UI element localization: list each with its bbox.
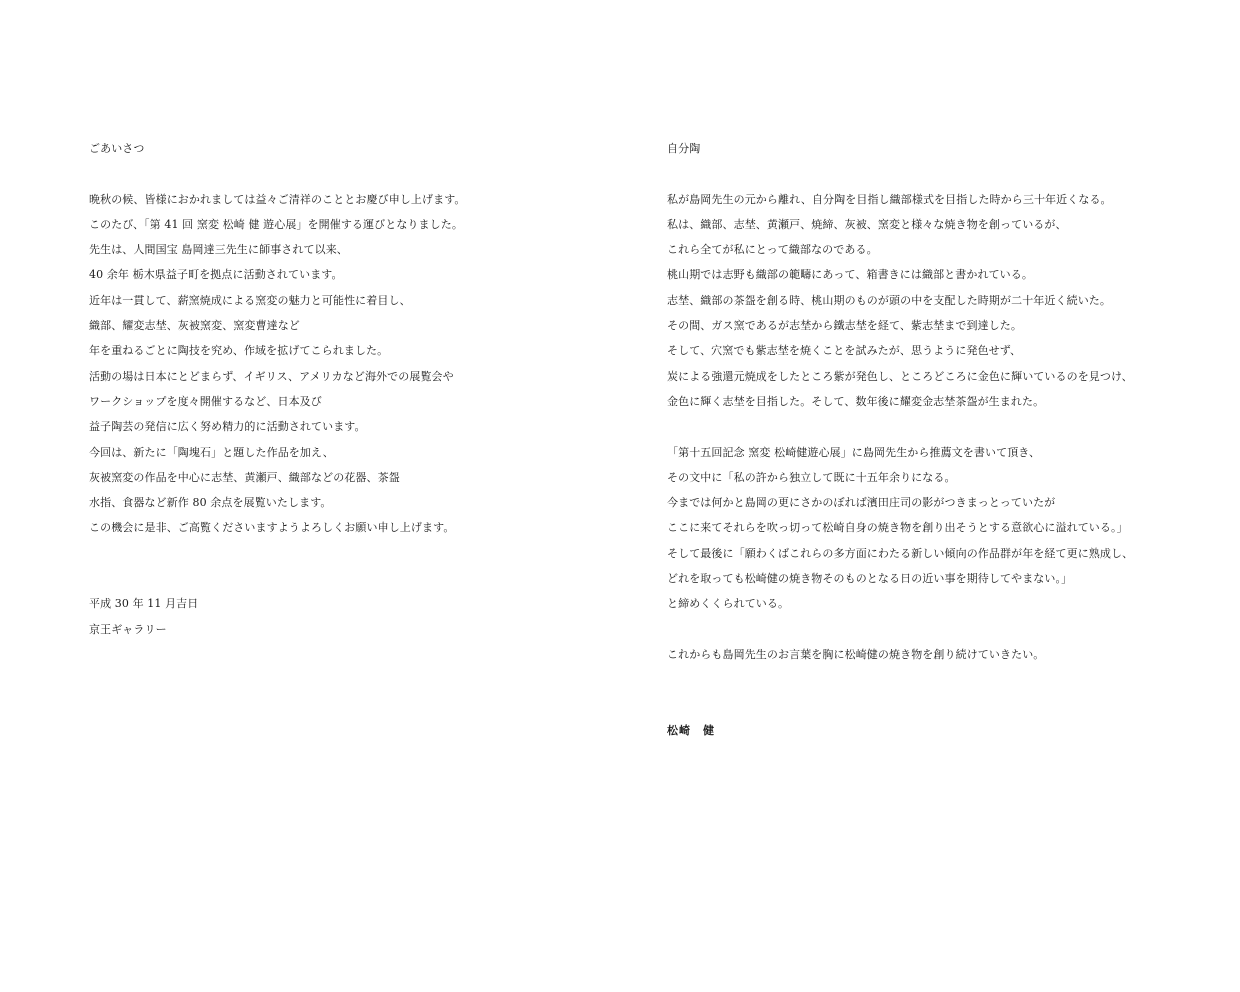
- spacer: [89, 545, 629, 570]
- greeting-column: [89, 140, 629, 646]
- greeting-line: この機会に是非、ご高覧くださいますようよろしくお願い申し上げます。: [89, 521, 455, 535]
- essay-line: と締めくくられている。: [667, 597, 790, 611]
- greeting-line: 水指、食器など新作 80 余点を展覧いたします。: [89, 496, 332, 510]
- author-signature: 松崎 健: [667, 723, 715, 737]
- greeting-line: 近年は一貫して、薪窯焼成による窯変の魅力と可能性に着目し、: [89, 293, 411, 307]
- essay-line: 金色に輝く志埜を目指した。そして、数年後に耀変金志埜茶盌が生まれた。: [667, 394, 1045, 408]
- spacer: [667, 697, 1227, 722]
- greeting-line: 織部、耀変志埜、灰被窯変、窯変曹達など: [89, 319, 300, 333]
- essay-line: その間、ガス窯であるが志埜から鐵志埜を経て、紫志埜まで到達した。: [667, 319, 1022, 333]
- greeting-body: [89, 191, 629, 545]
- spacer: [89, 165, 629, 190]
- spacer: [667, 621, 1227, 646]
- essay-line: 「第十五回記念 窯変 松崎健遊心展」に島岡先生から推薦文を書いて頂き、: [667, 445, 1041, 459]
- greeting-line: ワークショップを度々開催するなど、日本及び: [89, 394, 322, 408]
- essay-line: そして、穴窯でも紫志埜を焼くことを試みたが、思うように発色せず、: [667, 344, 1022, 358]
- greeting-date: 平成 30 年 11 月吉日: [89, 597, 199, 611]
- essay-line: これら全てが私にとって織部なのである。: [667, 243, 878, 257]
- greeting-line: 活動の場は日本にとどまらず、イギリス、アメリカなど海外での展覧会や: [89, 369, 454, 383]
- essay-line: その文中に「私の許から独立して既に十五年余りになる。: [667, 470, 956, 484]
- essay-paragraph-1: [667, 191, 1227, 419]
- greeting-line: 先生は、人間国宝 島岡達三先生に師事されて以来、: [89, 243, 348, 257]
- essay-paragraph-3: [667, 646, 1227, 671]
- greeting-line: 今回は、新たに「陶塊石」と題した作品を加え、: [89, 445, 334, 459]
- essay-line: どれを取っても松崎健の焼き物そのものとなる日の近い事を期待してやまない。」: [667, 572, 1073, 586]
- spacer: [667, 671, 1227, 696]
- spacer: [667, 418, 1227, 443]
- essay-line: 私が島岡先生の元から離れ、自分陶を目指し織部様式を目指した時から三十年近くなる。: [667, 192, 1112, 206]
- greeting-line: 晩秋の候、皆様におかれましては益々ご清祥のこととお慶び申し上げます。: [89, 192, 466, 206]
- greeting-line: 年を重ねるごとに陶技を究め、作域を拡げてこられました。: [89, 344, 389, 358]
- essay-line: 炭による強還元焼成をしたところ紫が発色し、ところどころに金色に輝いているのを見つけ、: [667, 369, 1133, 383]
- essay-line: 桃山期では志野も織部の範疇にあって、箱書きには織部と書かれている。: [667, 268, 1033, 282]
- essay-line: ここに来てそれらを吹っ切って松崎自身の焼き物を創り出そうとする意欲心に溢れている。」: [667, 521, 1128, 535]
- greeting-line: 益子陶芸の発信に広く努め精力的に活動されています。: [89, 420, 366, 434]
- essay-line: これからも島岡先生のお言葉を胸に松崎健の焼き物を創り続けていきたい。: [667, 647, 1045, 661]
- spacer: [667, 165, 1227, 190]
- essay-line: 今までは何かと島岡の更にさかのぼれば濱田庄司の影がつきまっとっていたが: [667, 496, 1056, 510]
- essay-line: 志埜、織部の茶盌を創る時、桃山期のものが頭の中を支配した時期が二十年近く続いた。: [667, 293, 1111, 307]
- essay-column: [667, 140, 1227, 747]
- greeting-heading: ごあいさつ: [89, 142, 145, 155]
- essay-heading: 自分陶: [667, 142, 701, 155]
- essay-paragraph-2: [667, 444, 1227, 621]
- greeting-line: このたび、「第 41 回 窯変 松崎 健 遊心展」を開催する運びとなりました。: [89, 217, 463, 231]
- essay-line: そして最後に「願わくばこれらの多方面にわたる新しい傾向の作品群が年を経て更に熟成し、: [667, 546, 1134, 560]
- spacer: [89, 570, 629, 595]
- greeting-line: 40 余年 栃木県益子町を拠点に活動されています。: [89, 268, 343, 282]
- essay-line: 私は、織部、志埜、黄瀬戸、焼締、灰被、窯変と様々な焼き物を創っているが、: [667, 217, 1067, 231]
- greeting-line: 灰被窯変の作品を中心に志埜、黄瀬戸、織部などの花器、茶盌: [89, 470, 400, 484]
- gallery-name: 京王ギャラリー: [89, 622, 167, 636]
